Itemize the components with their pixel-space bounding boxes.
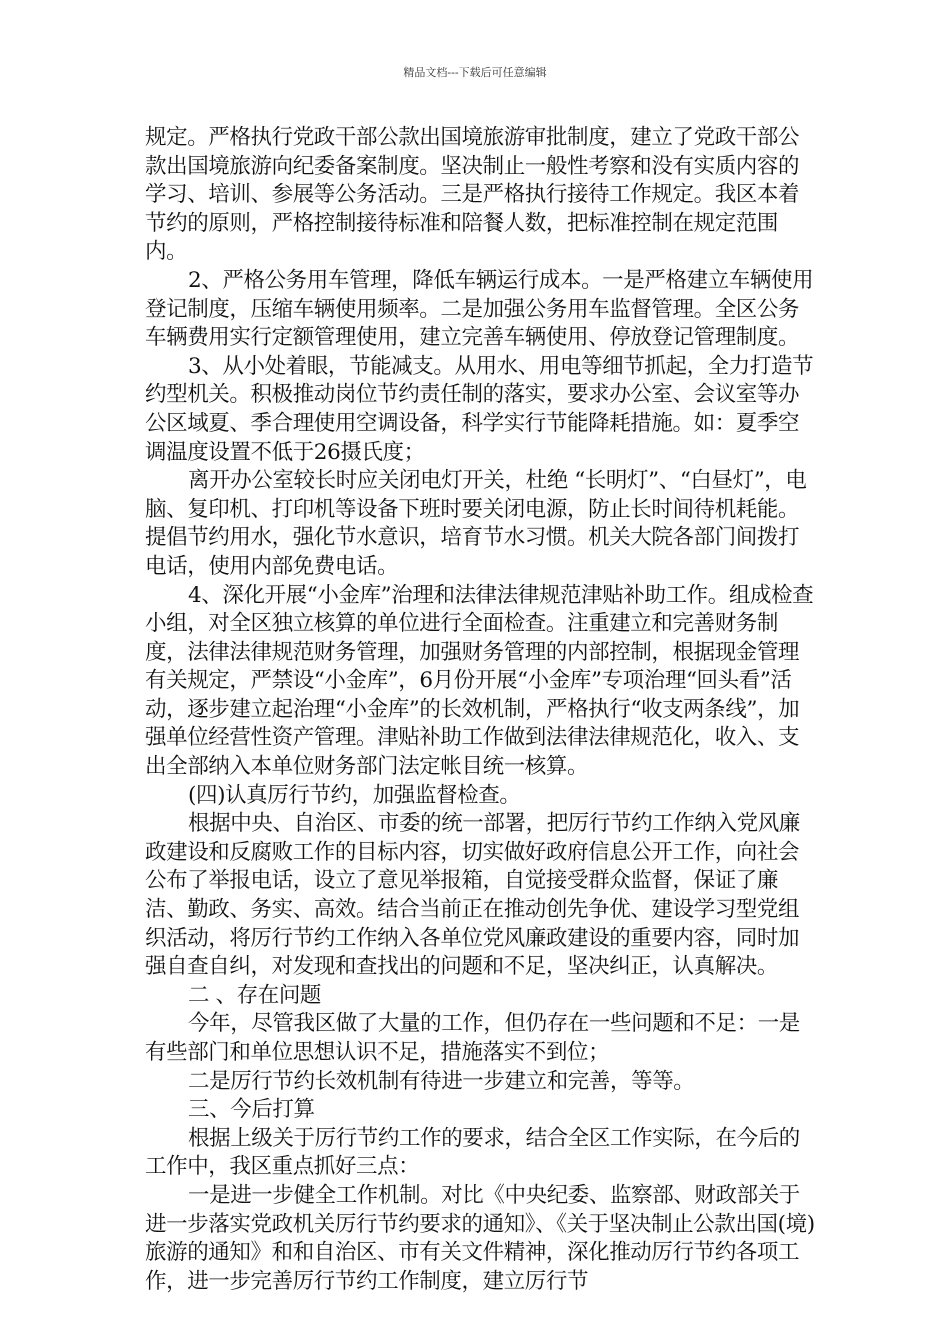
section-heading: 三、今后打算: [188, 1097, 315, 1123]
paragraph: 今年，尽管我区做了大量的工作，但仍存在一些问题和不足：一是有些部门和单位思想认识不足，措施落实不到位；: [145, 1011, 800, 1065]
paragraph: 一是进一步健全工作机制。对比《中央纪委、监察部、财政部关于进一步落实党政机关厉行节约要求的通知》、《关于坚决制止公款出国(境)旅游的通知》和和自治区、市有关文件精神，深化推动厉行节约各项工作，进一步完善厉行节约工作制度，建立厉行节: [145, 1182, 815, 1294]
paragraph: 4、深化开展“小金库”治理和法律法律规范津贴补助工作。组成检查小组，对全区独立核算的单位进行全面检查。注重建立和完善财务制度，法律法律规范财务管理，加强财务管理的内部控制，根据现金管理有关规定，严禁设“小金库”，6月份开展“小金库”专项治理“回头看”活动，逐步建立起治理“小金库”的长效机制，严格执行“收支两条线”，加强单位经营性资产管理。津贴补助工作做到法律法律规范化，收入、支出全部纳入本单位财务部门法定帐目统一核算。: [145, 582, 814, 780]
paragraph: 规定。严格执行党政干部公款出国境旅游审批制度，建立了党政干部公款出国境旅游向纪委备案制度。坚决制止一般性考察和没有实质内容的学习、培训、参展等公务活动。三是严格执行接待工作规定。我区本着节约的原则，严格控制接待标准和陪餐人数，把标准控制在规定范围内。: [145, 125, 800, 265]
paragraph: 根据中央、自治区、市委的统一部署，把厉行节约工作纳入党风廉政建设和反腐败工作的目标内容，切实做好政府信息公开工作，向社会公布了举报电话，设立了意见举报箱，自觉接受群众监督，保证了廉洁、勤政、务实、高效。结合当前正在推动创先争优、建设学习型党组织活动，将厉行节约工作纳入各单位党风廉政建设的重要内容，同时加强自查自纠，对发现和查找出的问题和不足，坚决纠正，认真解决。: [145, 811, 800, 980]
paragraph: 二是厉行节约长效机制有待进一步建立和完善，等等。: [188, 1068, 695, 1094]
page-header: 精品文档---下载后可任意编辑: [403, 66, 547, 79]
section-heading: 二 、存在问题: [188, 982, 322, 1008]
document-body: [145, 124, 815, 1296]
paragraph: 2、严格公务用车管理，降低车辆运行成本。一是严格建立车辆使用登记制度，压缩车辆使用频率。二是加强公务用车监督管理。全区公务车辆费用实行定额管理使用，建立完善车辆使用、停放登记管理制度。: [145, 267, 814, 351]
paragraph: 离开办公室较长时应关闭电灯开关，杜绝 “长明灯”、“白昼灯”，电脑、复印机、打印机等设备下班时要关闭电源，防止长时间待机耗能。提倡节约用水，强化节水意识，培育节水习惯。机关大院各部门间拨打电话，使用内部免费电话。: [145, 468, 807, 579]
paragraph: 3、从小处着眼，节能减支。从用水、用电等细节抓起，全力打造节约型机关。积极推动岗位节约责任制的落实，要求办公室、会议室等办公区域夏、季合理使用空调设备，科学实行节能降耗措施。如：夏季空调温度设置不低于26摄氏度；: [145, 353, 814, 465]
section-heading: (四)认真厉行节约，加强监督检查。: [188, 782, 521, 808]
paragraph: 根据上级关于厉行节约工作的要求，结合全区工作实际，在今后的工作中，我区重点抓好三点：: [145, 1125, 800, 1180]
